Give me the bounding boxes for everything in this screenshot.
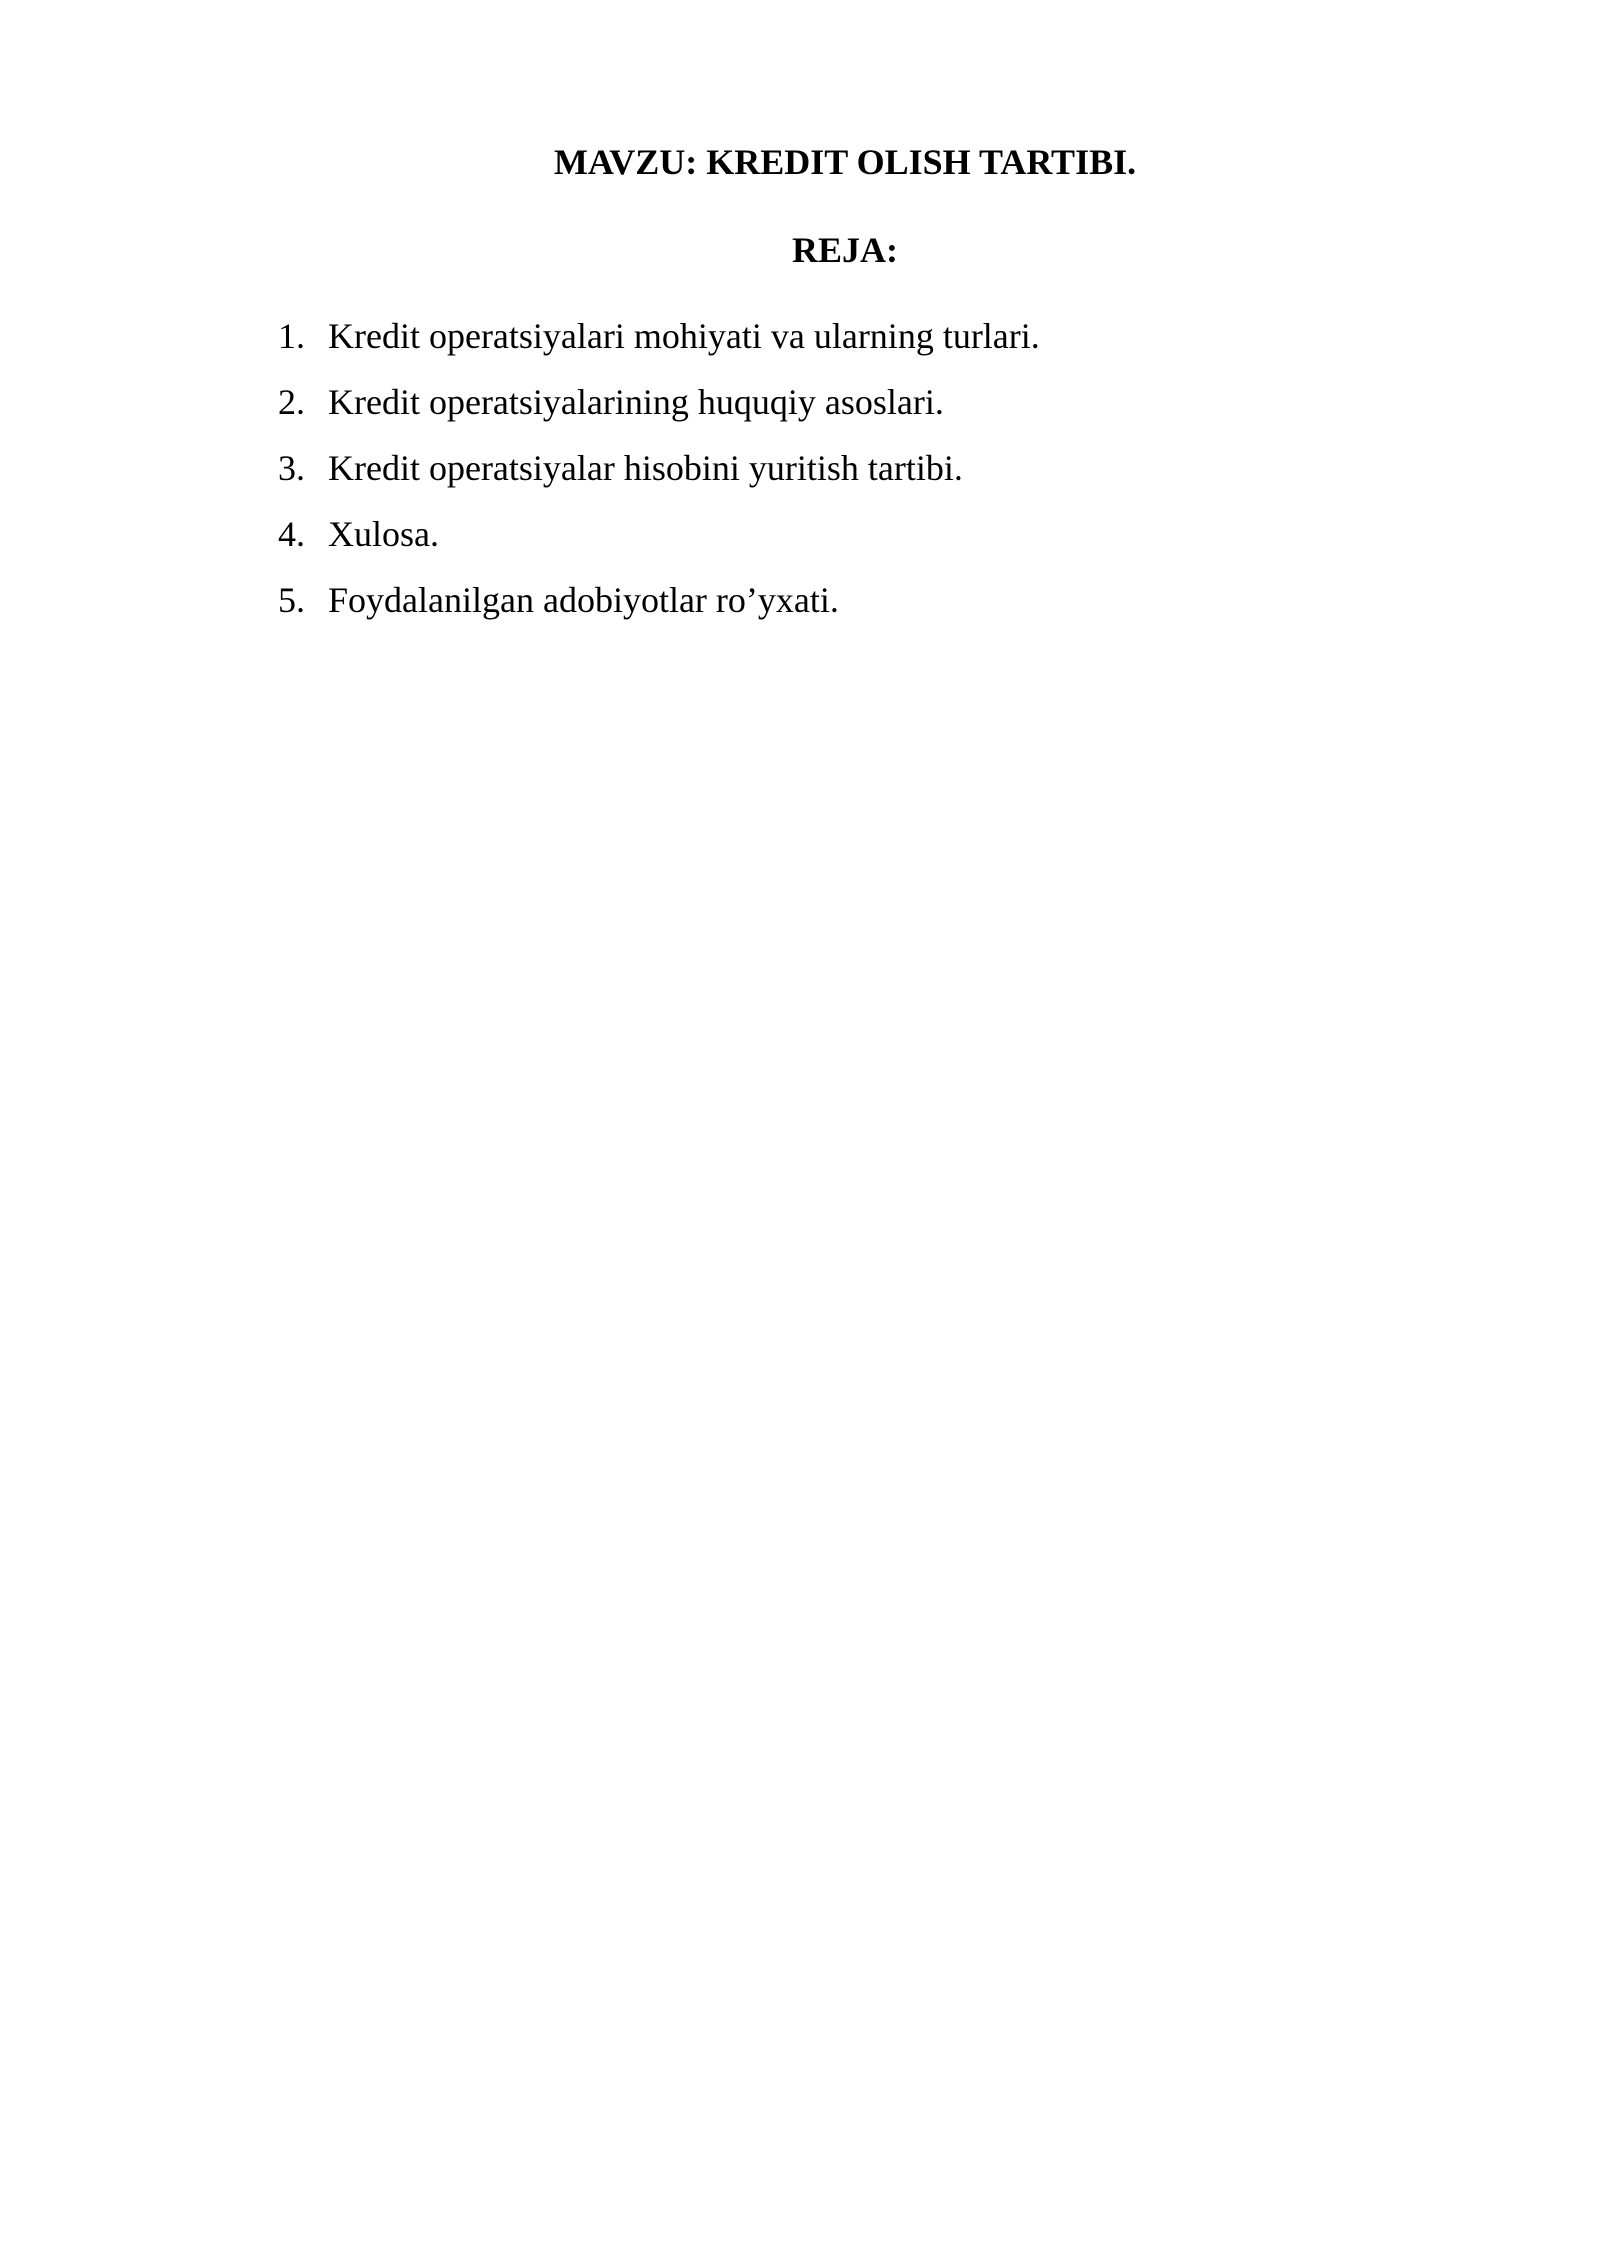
plan-item [278, 512, 1040, 556]
plan-item-text: Foydalanilgan adobiyotlar ro’yxati. [328, 580, 839, 620]
plan-item [278, 446, 1040, 490]
plan-item-number: 3. [278, 448, 305, 488]
plan-item-text: Xulosa. [328, 514, 439, 554]
plan-list [278, 314, 1040, 644]
document-title: MAVZU: KREDIT OLISH TARTIBI. [553, 142, 1137, 182]
plan-item-text: Kredit operatsiyalarining huquqiy asoslari. [328, 382, 944, 422]
plan-item-number: 5. [278, 580, 305, 620]
plan-item-text: Kredit operatsiyalari mohiyati va ularning turlari. [328, 316, 1040, 356]
plan-item-number: 1. [278, 316, 305, 356]
plan-item [278, 314, 1040, 358]
plan-heading: REJA: [792, 230, 898, 270]
plan-item-text: Kredit operatsiyalar hisobini yuritish tartibi. [328, 448, 963, 488]
plan-item-number: 2. [278, 382, 305, 422]
plan-item [278, 578, 1040, 622]
plan-item [278, 380, 1040, 424]
plan-item-number: 4. [278, 514, 305, 554]
